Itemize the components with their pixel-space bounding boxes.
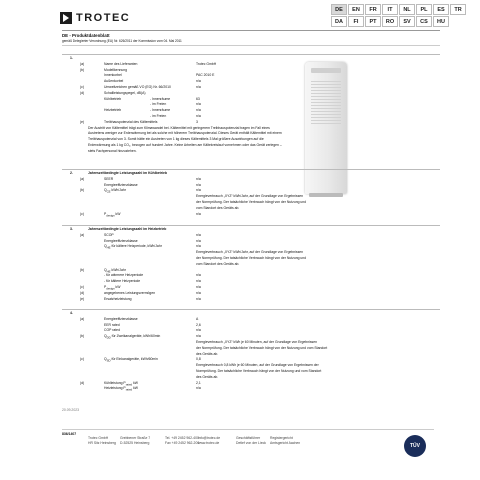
sec2-row-value: n/a: [196, 182, 201, 187]
sec1-top-divider: [62, 54, 440, 55]
sec3-row-label: SCOP: [104, 232, 114, 237]
sec3-top-divider: [62, 225, 440, 226]
footer-col-3-line: Fax +49 2452 962-200: [165, 441, 200, 445]
language-sv[interactable]: SV: [399, 16, 415, 27]
sec1-row-sublabel: - im Freien: [150, 102, 167, 107]
sec3-row-label: angegebenes Leistungsvermögen: [104, 290, 156, 295]
sec1-note-line: Treibhauspotenzial von 3. Somit hätte ein Austreten von 1 kg dieses Kältemittels 3 Mal größere Auswirkungen auf die: [88, 137, 264, 142]
sec2-row-letter: (b): [80, 188, 85, 193]
sec3-row-letter: (e): [80, 296, 85, 301]
footer-col-3-line: Tel. +49 2452 962-400: [165, 436, 199, 440]
sec2-row-value: vom Standort des Geräts ab.: [196, 205, 240, 210]
language-de[interactable]: DE: [331, 4, 347, 15]
sec3-row-letter: (b): [80, 267, 85, 272]
footer-col-6-line: Registergericht: [270, 436, 293, 440]
sec4-row-letter: (c): [80, 357, 84, 362]
sec4-row-value: n/a: [196, 386, 201, 391]
sec4-row-value: des Geräts ab.: [196, 374, 219, 379]
sec1-row-value: n/a: [196, 85, 201, 89]
sec4-row-letter: (d): [80, 380, 85, 385]
logo-text: TROTEC: [76, 12, 131, 24]
sec2-top-divider: [62, 169, 440, 170]
footer-col-4-line: www.trotec.de: [198, 441, 220, 445]
footer-col-1-line: HR Sitz Heinsberg: [88, 441, 116, 445]
control-panel-shape: [311, 68, 341, 73]
footer-col-5-line: Detlef von der Lieck: [236, 441, 266, 445]
sec3-row-letter: (d): [80, 290, 85, 295]
sec4-top-divider: [62, 309, 440, 310]
footer-id: 836/1407: [62, 432, 77, 436]
sec1-row-sublabel: - Innenräume: [150, 108, 171, 113]
language-da[interactable]: DA: [331, 16, 347, 27]
sec3-row-value: n/a: [196, 232, 201, 237]
sec3-row-letter: (a): [80, 232, 85, 237]
play-triangle-icon: [60, 12, 72, 24]
sec3-row-label: Ersatzheizleistung: [104, 296, 132, 301]
sec1-row-label: Umweltzeichen gemäß VO (EG) Nr. 66/2010: [104, 85, 171, 89]
sec4-row-value: Energieverbrauch „XYZ“ kWh je 60 Minuten, auf der Grundlage von Ergebnissen: [196, 340, 317, 344]
sec1-note-line: Austretens weniger zur Erderwärmung bei als solche mit höherem Treibhauspotenzial. Dieses Gerät enthält Kältemittel mit einem: [88, 131, 282, 136]
footer-col-6-line: Amtsgericht Aachen: [270, 441, 301, 445]
sec1-row-label: Schallleistungspegel, dB(A): [104, 90, 146, 95]
sec2-number: 2.: [70, 171, 73, 175]
sec1-row-letter: (b): [80, 67, 85, 72]
sec4-row-value: 2,1: [196, 380, 201, 385]
footer-divider: [62, 429, 434, 430]
sec4-row-letter: (a): [80, 316, 85, 321]
page-subtitle: gemäß Delegierter Verordnung (EU) Nr. 626/2011 der Kommission vom 04. Mai 2011: [62, 39, 182, 43]
sec2-row-value: n/a: [196, 211, 201, 216]
sec4-row-label: COP rated: [104, 328, 120, 333]
sec4-row-label: EER rated: [104, 322, 120, 327]
sec3-row-value: n/a: [196, 244, 201, 249]
sec3-row-label: - für kältere Heizperiode: [104, 279, 141, 284]
sec1-row-value: Trotec GmbH: [196, 61, 217, 66]
sec3-number: 3.: [70, 227, 73, 231]
sec2-row-label: $Q_{CE}$ kWh/Jahr: [104, 188, 126, 195]
sec1-row-label: Treibhauspotenzial des Kältemittels: [104, 119, 158, 124]
language-hu[interactable]: HU: [433, 16, 449, 27]
language-fi[interactable]: FI: [348, 16, 364, 27]
footer-col-2-line: Grebbener Straße 7: [120, 436, 151, 440]
sec1-row-value: n/a: [196, 102, 201, 107]
footer-col-2-line: D-52525 Heinsberg: [120, 441, 150, 445]
sec2-row-value: n/a: [196, 188, 201, 193]
sec1-number: 1.: [70, 56, 73, 60]
sec1-row-letter: (d): [80, 90, 85, 95]
sec1-row-value: n/a: [196, 79, 201, 84]
language-pt[interactable]: PT: [365, 16, 381, 27]
sec1-row-sublabel: - im Freien: [150, 114, 167, 118]
language-tr[interactable]: TR: [450, 4, 466, 15]
sec1-note-line: Der Austritt von Kältemittel trägt zum Klimawandel bei. Kältemittel mit geringerem Treibhauspotenzial tragen im Fall eines: [88, 125, 270, 130]
sec2-row-value: Energieverbrauch „XYZ“ kWh/Jahr, auf der Grundlage von Ergebnissen: [196, 194, 304, 199]
sec1-note-line: Erderwärmung als 1 kg CO₂, bezogen auf hundert Jahre. Keine Arbeiten am Kältekreislauf vornehmen oder das Gerät zerlegen –: [88, 143, 282, 147]
product-image: [305, 62, 347, 194]
sec3-row-value: n/a: [196, 273, 201, 278]
sec2-row-letter: (a): [80, 176, 85, 181]
sec4-row-label: $Q_{DD}$ für Zweikanalgeräte, kWh/60min: [104, 334, 161, 340]
sec4-row-label: Kühlleistung $P_{rated}$ kW: [104, 380, 138, 387]
air-grill-shape: [311, 80, 341, 124]
language-es[interactable]: ES: [433, 4, 449, 15]
sec2-row-label: Energieeffizienzklasse: [104, 182, 138, 187]
sec4-row-value: 0,8: [196, 357, 201, 362]
language-nl[interactable]: NL: [399, 4, 415, 15]
sec4-row-value: n/a: [196, 328, 201, 333]
sec1-row-label: Außenkorbel: [104, 79, 124, 84]
sec1-row-letter: (c): [80, 85, 84, 89]
subtitle-divider: [62, 45, 440, 46]
sec1-row-letter: (e): [80, 119, 85, 124]
sec4-row-value: des Geräts ab.: [196, 351, 219, 356]
sec1-note-line: stets Fachpersonal hinzuziehen.: [88, 148, 137, 153]
language-fr[interactable]: FR: [365, 4, 381, 15]
sec3-row-letter: (c): [80, 285, 84, 289]
sec2-row-label: SEER: [104, 176, 114, 181]
sec2-row-value: n/a: [196, 176, 201, 181]
sec3-title: Jahreszeitbedingte Leistungszahl im Heizbetrieb: [88, 227, 167, 231]
language-ro[interactable]: RO: [382, 16, 398, 27]
tuv-certification-badge: TÜV: [404, 435, 426, 457]
language-pl[interactable]: PL: [416, 4, 432, 15]
sec4-row-value: n/a: [196, 334, 201, 339]
sec3-row-label: - für wärmere Heizperiode: [104, 273, 144, 278]
sec1-row-sublabel: - Innenräume: [150, 96, 171, 101]
header-divider: [62, 30, 440, 31]
sec3-row-label: $Q_{HE}$ kWh/Jahr: [104, 267, 126, 274]
sec4-row-value: Energieverbrauch 0,8 kWh je 60 Minuten, auf der Grundlage von Ergebnissen der: [196, 363, 319, 368]
sec1-row-value: PAC 2010 E: [196, 73, 215, 78]
sec3-row-value: n/a: [196, 279, 201, 284]
sec4-row-label: Energieeffizienzklasse: [104, 316, 138, 321]
language-it[interactable]: IT: [382, 4, 398, 15]
sec1-row-value: 3: [196, 119, 198, 124]
sec1-row-label: Innenkorbel: [104, 73, 122, 78]
sec3-row-label: $Q_{HE}$ für kältere Heizperiode, kWh/Jahr: [104, 244, 162, 251]
sec3-row-value: n/a: [196, 290, 201, 295]
language-selector: [331, 4, 466, 27]
sec1-row-label: Heizbetrieb: [104, 108, 122, 113]
document-date: 20.09.2023: [62, 408, 79, 412]
sec1-row-label: Kühlbetrieb: [104, 96, 122, 101]
footer-col-1-line: Trotec GmbH: [88, 436, 109, 440]
sec4-row-letter: (b): [80, 334, 85, 339]
sec4-row-value: Normprüfung. Der tatsächliche Verbrauch hängt von der Nutzung und vom Standort: [196, 369, 322, 373]
sec1-row-letter: (a): [80, 61, 85, 66]
sec1-row-label: Name des Lieferanten: [104, 61, 138, 66]
page-title: DE - Produktdatenblatt: [62, 33, 110, 38]
base-shape: [309, 193, 343, 197]
sec2-title: Jahreszeitbedingte Leistungszahl im Kühlbetrieb: [88, 171, 167, 175]
sec1-row-label: Modellkennung: [104, 67, 127, 72]
sec1-row-value: n/a: [196, 108, 201, 113]
sec3-row-label: Energieeffizienzklasse: [104, 238, 138, 243]
sec2-row-letter: (c): [80, 211, 84, 216]
sec4-row-value: 2,6: [196, 322, 201, 327]
footer-col-5-line: Geschäftsführer: [236, 436, 261, 440]
sec3-row-value: n/a: [196, 285, 201, 289]
footer-col-4-line: info@trotec.de: [198, 436, 221, 440]
language-cs[interactable]: CS: [416, 16, 432, 27]
sec3-row-value: n/a: [196, 296, 201, 301]
sec4-number: 4.: [70, 311, 73, 315]
sec4-row-value: der Normprüfung. Der tatsächliche Verbrauch hängt von der Nutzung und vom Standort: [196, 345, 328, 350]
sec2-row-label: $P_{design}$ kW: [104, 211, 121, 218]
sec1-row-value: n/a: [196, 114, 201, 118]
sec2-row-value: der Normprüfung. Der tatsächliche Verbrauch hängt von der Nutzung und: [196, 200, 307, 204]
sec1-row-value: 63: [196, 96, 200, 101]
sec3-row-value: Energieverbrauch „XYZ“ kWh/Jahr, auf der Grundlage von Ergebnissen: [196, 250, 304, 255]
sec3-row-value: der Normprüfung. Der tatsächliche Verbrauch hängt von der Nutzung und: [196, 256, 307, 260]
language-en[interactable]: EN: [348, 4, 364, 15]
sec3-row-label: $P_{design}$ kW: [104, 285, 121, 291]
sec4-row-value: A: [196, 316, 199, 321]
sec4-row-label: Heizleistung $P_{rated}$ kW: [104, 386, 138, 393]
sec3-row-value: vom Standort des Geräts ab.: [196, 261, 240, 266]
sec4-row-label: $Q_{SD}$ für Einkanalgeräte, kWh/60min: [104, 357, 158, 364]
sec3-row-value: n/a: [196, 238, 201, 243]
trotec-logo: [60, 12, 130, 24]
